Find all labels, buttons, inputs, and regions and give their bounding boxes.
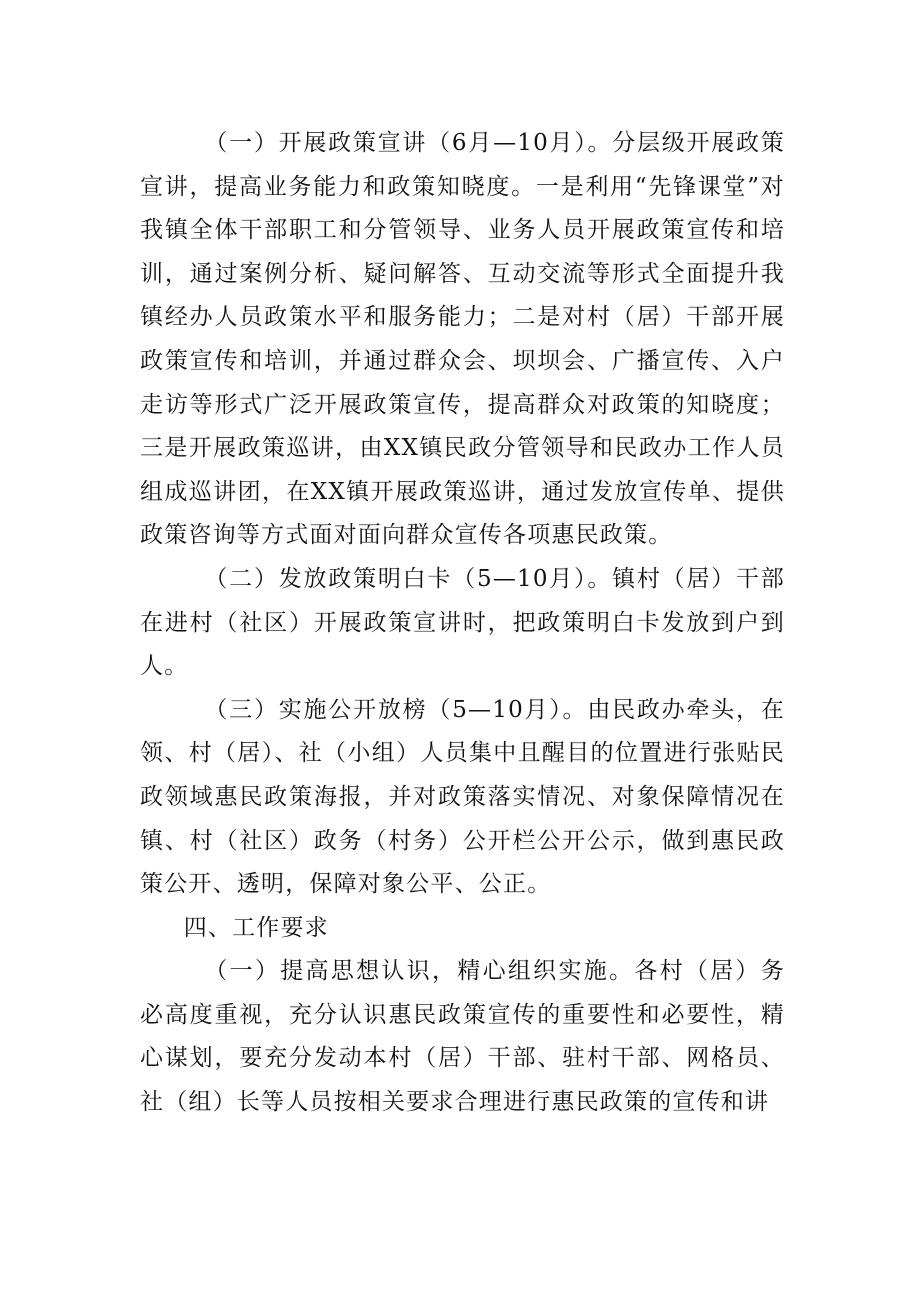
paragraph-policy-cards: （二）发放政策明白卡（5—10月）。镇村（居）干部在进村（社区）开展政策宣讲时，把政策明白卡发放到户到人。 — [140, 565, 785, 680]
paragraph-raise-awareness: （一）提高思想认识，精心组织实施。各村（居）务必高度重视，充分认识惠民政策宣传的重要性和必要性，精心谋划，要充分发动本村（居）干部、驻村干部、网格员、社（组）长等人员按相关要求合理进行惠民政策的宣传和讲 — [140, 958, 785, 1116]
paragraph-policy-lectures: （一）开展政策宣讲（6月—10月）。分层级开展政策宣讲，提高业务能力和政策知晓度。一是利用“先锋课堂”对我镇全体干部职工和分管领导、业务人员开展政策宣传和培训，通过案例分析、疑问解答、互动交流等形式全面提升我镇经办人员政策水平和服务能力；二是对村（居）干部开展政策宣传和培训，并通过群众会、坝坝会、广播宣传、入户走访等形式广泛开展政策宣传，提高群众对政策的知晓度；三是开展政策巡讲，由XX镇民政分管领导和民政办工作人员组成巡讲团，在XX镇开展政策巡讲，通过发放宣传单、提供政策咨询等方式面对面向群众宣传各项惠民政策。 — [140, 130, 785, 549]
document-body — [140, 122, 785, 1125]
section-heading-work-requirements: 四、工作要求 — [183, 914, 329, 941]
paragraph-public-notice: （三）实施公开放榜（5—10月）。由民政办牵头，在领、村（居）、社（小组）人员集中且醒目的位置进行张贴民政领域惠民政策海报，并对政策落实情况、对象保障情况在镇、村（社区）政务（村务）公开栏公开公示，做到惠民政策公开、透明，保障对象公平、公正。 — [140, 696, 785, 898]
